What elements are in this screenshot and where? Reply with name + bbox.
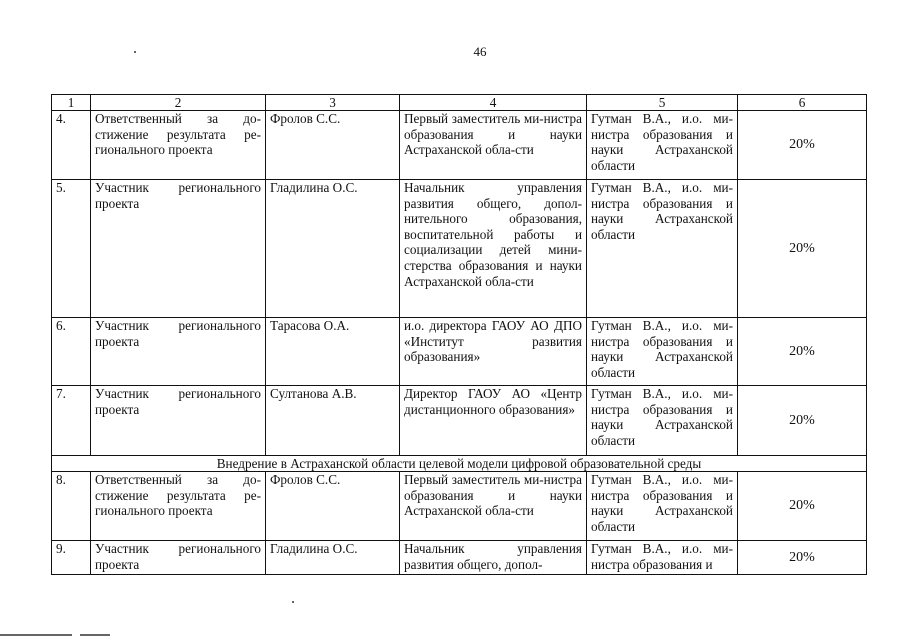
column-header: 6 bbox=[738, 95, 867, 111]
row-number: 9. bbox=[52, 541, 91, 575]
name-cell: Фролов С.С. bbox=[266, 111, 400, 180]
role-cell: Участник регионального проекта bbox=[91, 318, 266, 386]
position-cell: и.о. директора ГАОУ АО ДПО «Институт развития образования» bbox=[400, 318, 587, 386]
column-header: 4 bbox=[400, 95, 587, 111]
supervisor-cell: Гутман В.А., и.о. ми-нистра образования и науки Астраханской области bbox=[587, 472, 738, 541]
row-number: 4. bbox=[52, 111, 91, 180]
share-cell: 20% bbox=[738, 111, 867, 180]
role-cell: Участник регионального проекта bbox=[91, 386, 266, 456]
position-cell: Начальник управления развития общего, допол- bbox=[400, 541, 587, 575]
supervisor-cell: Гутман В.А., и.о. ми-нистра образования и науки Астраханской области bbox=[587, 386, 738, 456]
name-cell: Тарасова О.А. bbox=[266, 318, 400, 386]
supervisor-cell: Гутман В.А., и.о. ми-нистра образования и науки Астраханской области bbox=[587, 180, 738, 318]
table-row bbox=[52, 386, 867, 456]
table-row bbox=[52, 111, 867, 180]
share-cell: 20% bbox=[738, 541, 867, 575]
scan-artifact bbox=[134, 51, 136, 53]
name-cell: Султанова А.В. bbox=[266, 386, 400, 456]
scan-artifact bbox=[292, 601, 294, 603]
row-number: 7. bbox=[52, 386, 91, 456]
page-number: 46 bbox=[473, 44, 487, 59]
role-cell: Ответственный за до-стижение результата ре-гионального проекта bbox=[91, 111, 266, 180]
position-cell: Начальник управления развития общего, допол-нительного образования, воспитательной работы и социализации детей мини-стерства образования и науки Астраханской обла-сти bbox=[400, 180, 587, 318]
table-header-row bbox=[52, 95, 867, 111]
table-row bbox=[52, 180, 867, 318]
name-cell: Гладилина О.С. bbox=[266, 180, 400, 318]
section-row bbox=[52, 456, 867, 472]
row-number: 5. bbox=[52, 180, 91, 318]
role-cell: Ответственный за до-стижение результата ре-гионального проекта bbox=[91, 472, 266, 541]
share-cell: 20% bbox=[738, 472, 867, 541]
position-cell: Директор ГАОУ АО «Центр дистанционного образования» bbox=[400, 386, 587, 456]
supervisor-cell: Гутман В.А., и.о. ми-нистра образования и науки Астраханской области bbox=[587, 318, 738, 386]
supervisor-cell: Гутман В.А., и.о. ми-нистра образования и bbox=[587, 541, 738, 575]
responsibility-table bbox=[51, 94, 867, 575]
share-cell: 20% bbox=[738, 318, 867, 386]
scan-artifact bbox=[0, 634, 72, 636]
position-cell: Первый заместитель ми-нистра образования и науки Астраханской обла-сти bbox=[400, 472, 587, 541]
name-cell: Гладилина О.С. bbox=[266, 541, 400, 575]
role-cell: Участник регионального проекта bbox=[91, 180, 266, 318]
role-cell: Участник регионального проекта bbox=[91, 541, 266, 575]
table-row bbox=[52, 318, 867, 386]
column-header: 1 bbox=[52, 95, 91, 111]
supervisor-cell: Гутман В.А., и.о. ми-нистра образования и науки Астраханской области bbox=[587, 111, 738, 180]
table-row bbox=[52, 541, 867, 575]
share-cell: 20% bbox=[738, 180, 867, 318]
name-cell: Фролов С.С. bbox=[266, 472, 400, 541]
column-header: 5 bbox=[587, 95, 738, 111]
position-cell: Первый заместитель ми-нистра образования и науки Астраханской обла-сти bbox=[400, 111, 587, 180]
row-number: 6. bbox=[52, 318, 91, 386]
column-header: 2 bbox=[91, 95, 266, 111]
share-cell: 20% bbox=[738, 386, 867, 456]
table-row bbox=[52, 472, 867, 541]
row-number: 8. bbox=[52, 472, 91, 541]
scan-artifact bbox=[80, 634, 110, 636]
column-header: 3 bbox=[266, 95, 400, 111]
section-title: Внедрение в Астраханской области целевой модели цифровой образовательной среды bbox=[52, 456, 867, 472]
